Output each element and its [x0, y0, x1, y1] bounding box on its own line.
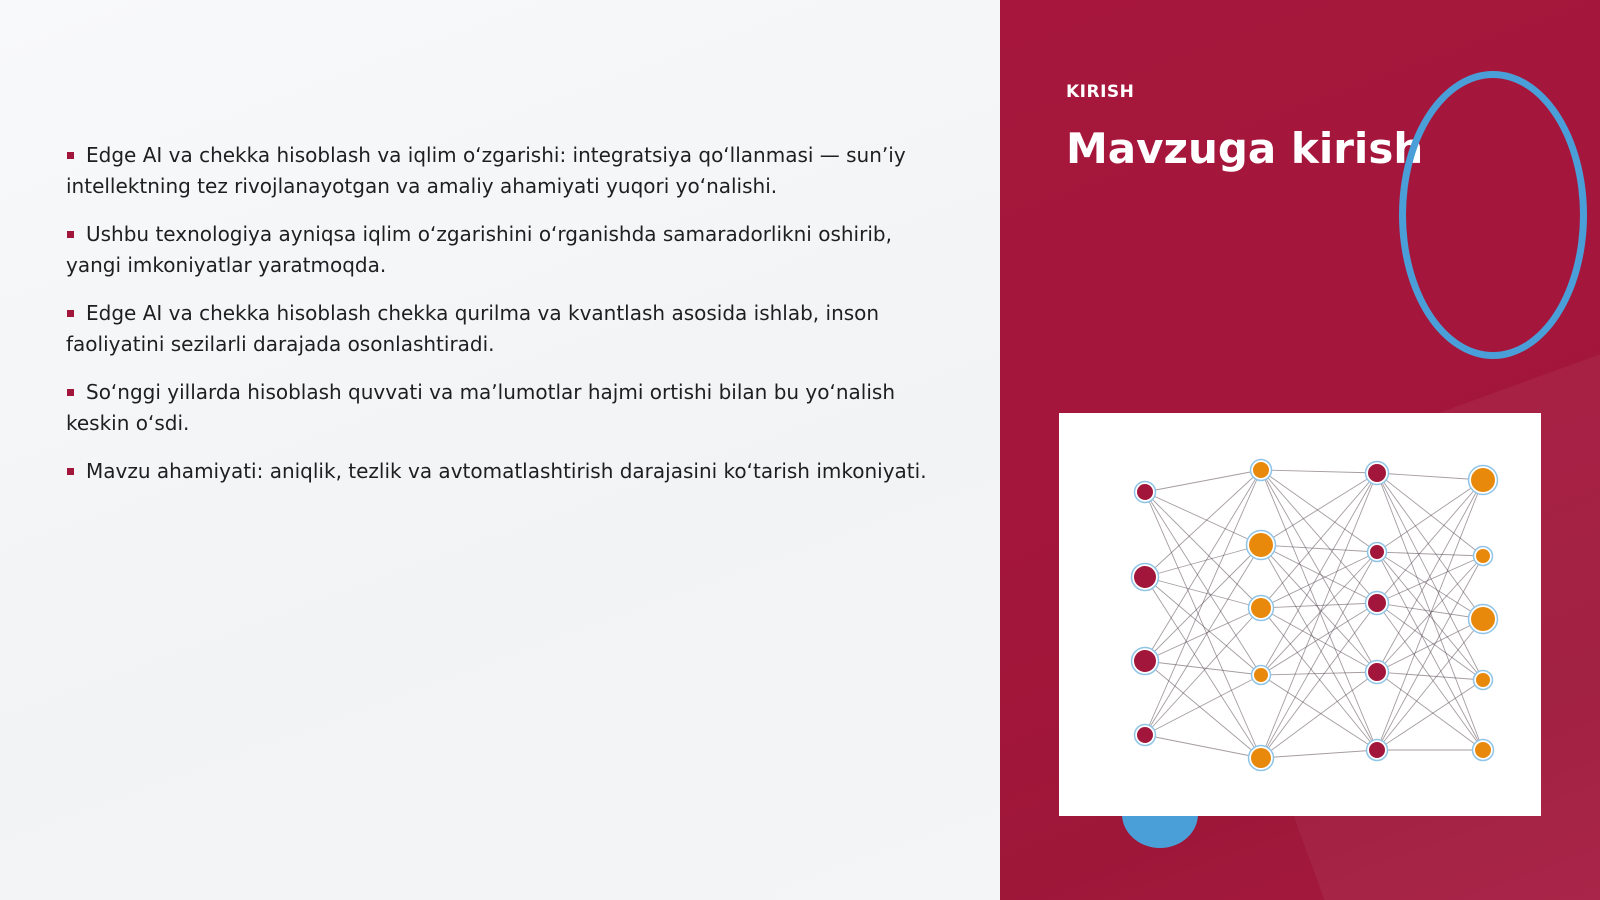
network-edge — [1377, 603, 1483, 750]
bullet-item — [66, 219, 946, 281]
network-node — [1137, 484, 1153, 500]
network-edge — [1261, 750, 1377, 758]
bullet-item — [66, 456, 946, 487]
section-kicker: KIRISH — [1066, 82, 1135, 102]
bullet-list — [66, 140, 946, 504]
network-edge — [1145, 608, 1261, 735]
network-node — [1368, 663, 1386, 681]
network-edge — [1261, 545, 1377, 672]
network-edge — [1377, 473, 1483, 480]
network-node — [1476, 673, 1490, 687]
network-edge — [1145, 492, 1261, 675]
network-edge — [1377, 672, 1483, 680]
slide-title: Mavzuga kirish — [1066, 124, 1424, 173]
network-node — [1368, 594, 1386, 612]
network-node — [1253, 462, 1269, 478]
network-edge — [1261, 470, 1377, 750]
bullet-item — [66, 298, 946, 360]
network-edge — [1261, 552, 1377, 758]
bullet-item — [66, 377, 946, 439]
bullet-marker-icon — [67, 231, 74, 238]
network-edge — [1261, 603, 1377, 758]
title-panel — [1000, 0, 1600, 900]
network-edge — [1377, 552, 1483, 556]
network-edge — [1145, 492, 1261, 758]
network-node — [1369, 742, 1385, 758]
network-edge — [1377, 480, 1483, 672]
network-edge — [1261, 552, 1377, 608]
illustration-card — [1059, 413, 1541, 816]
network-edge — [1377, 680, 1483, 750]
network-edge — [1145, 675, 1261, 735]
network-edge — [1145, 577, 1261, 675]
network-edge — [1377, 619, 1483, 672]
network-edge — [1377, 672, 1483, 750]
network-edge — [1145, 577, 1261, 758]
decorative-ring-icon — [1399, 71, 1587, 359]
network-node — [1254, 668, 1268, 682]
bullet-marker-icon — [67, 310, 74, 317]
network-edge — [1261, 608, 1377, 750]
network-edge — [1145, 661, 1261, 758]
bullet-item — [66, 140, 946, 202]
network-node — [1471, 607, 1495, 631]
network-edges — [1145, 470, 1483, 758]
network-node — [1137, 727, 1153, 743]
network-edge — [1261, 545, 1377, 552]
network-node — [1251, 748, 1271, 768]
network-node — [1134, 566, 1156, 588]
network-edge — [1261, 473, 1377, 545]
network-edge — [1145, 545, 1261, 735]
network-nodes — [1132, 460, 1498, 771]
network-node — [1475, 742, 1491, 758]
bullet-text: Edge AI va chekka hisoblash va iqlim oʻzgarishi: integratsiya qoʻllanmasi — sunʼiy intellektning tez rivojlanayotgan va amaliy ahamiyati yuqori yoʻnalishi. — [66, 143, 906, 198]
network-edge — [1145, 608, 1261, 661]
bullet-text: Edge AI va chekka hisoblash chekka qurilma va kvantlash asosida ishlab, inson faoliyatini sezilarli darajada osonlashtiradi. — [66, 301, 880, 356]
network-node — [1370, 545, 1384, 559]
network-edge — [1145, 492, 1261, 545]
network-node — [1471, 468, 1495, 492]
network-edge — [1145, 470, 1261, 661]
network-edge — [1145, 661, 1261, 675]
network-node — [1251, 598, 1271, 618]
bullet-text: Soʻnggi yillarda hisoblash quvvati va maʼlumotlar hajmi ortishi bilan bu yoʻnalish keskin oʻsdi. — [66, 380, 895, 435]
network-edge — [1261, 675, 1377, 750]
bullet-text: Ushbu texnologiya ayniqsa iqlim oʻzgarishini oʻrganishda samaradorlikni oshirib, yangi imkoniyatlar yaratmoqda. — [66, 222, 892, 277]
network-edge — [1261, 603, 1377, 608]
network-node — [1249, 533, 1273, 557]
network-node — [1476, 549, 1490, 563]
network-node — [1368, 464, 1386, 482]
network-node — [1134, 650, 1156, 672]
bullet-marker-icon — [67, 152, 74, 159]
network-edge — [1261, 672, 1377, 675]
network-edge — [1145, 470, 1261, 492]
network-edge — [1377, 556, 1483, 603]
network-edge — [1377, 619, 1483, 750]
bullet-marker-icon — [67, 468, 74, 475]
network-edge — [1145, 735, 1261, 758]
bullet-text: Mavzu ahamiyati: aniqlik, tezlik va avtomatlashtirish darajasini koʻtarish imkoniyati. — [86, 459, 927, 483]
network-edge — [1261, 545, 1377, 750]
network-edge — [1261, 473, 1377, 608]
neural-network-icon — [1059, 413, 1541, 816]
bullet-marker-icon — [67, 389, 74, 396]
network-edge — [1261, 473, 1377, 675]
network-edge — [1261, 608, 1377, 672]
network-edge — [1261, 470, 1377, 473]
network-edge — [1377, 473, 1483, 619]
